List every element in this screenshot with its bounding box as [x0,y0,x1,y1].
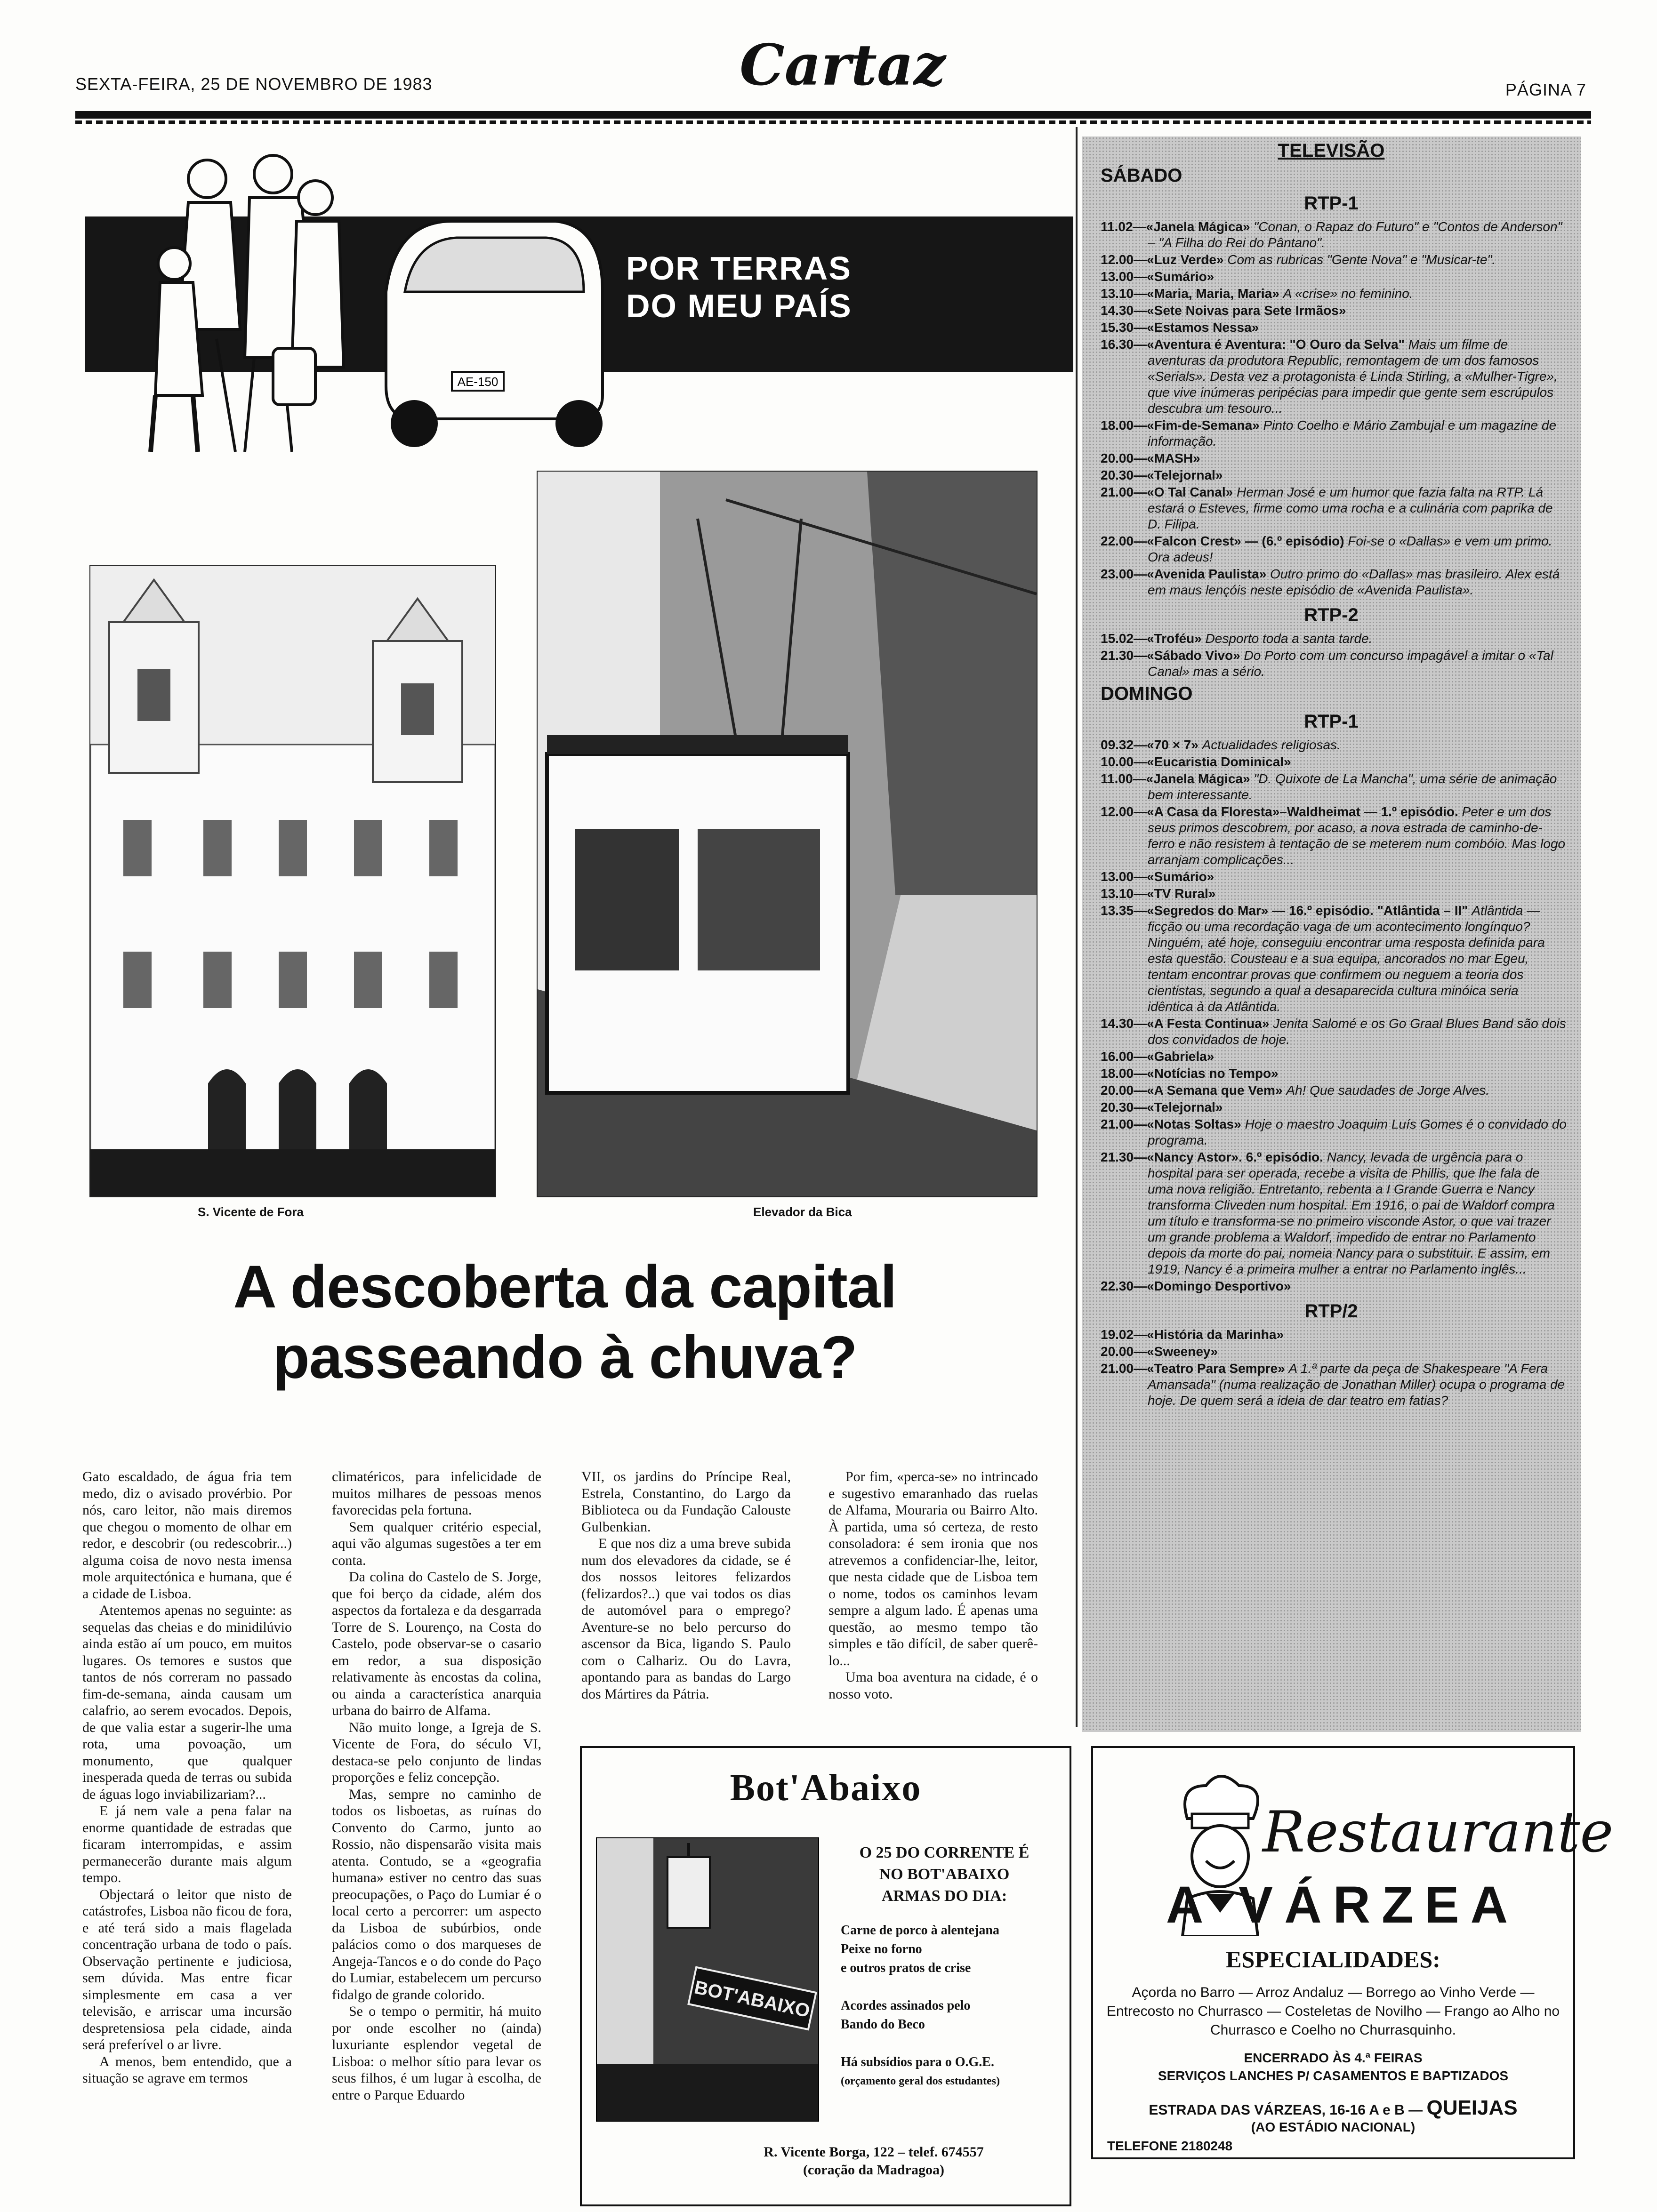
tv-time: 21.00 [1101,485,1134,499]
tv-time: 20.00 [1101,1083,1134,1098]
tv-channel-heading: RTP-1 [1304,193,1359,214]
tv-program-title: «Gabriela» [1147,1049,1215,1064]
tv-time: 20.30 [1101,468,1134,482]
tv-listing: 15.30—«Estamos Nessa» [1101,320,1259,335]
tv-listing: 23.00—«Avenida Paulista» Outro primo do «Dallas» mas brasileiro. Alex está em maus lençóis neste episódio de «Avenida Paulista». [1101,567,1560,597]
tv-program-description: Outro primo do «Dallas» mas brasileiro. Alex está em maus lençóis neste episódio de «Avenida Paulista». [1148,567,1560,597]
tv-program-title: «Aventura é Aventura: "O Ouro da Selva" [1147,337,1405,352]
masthead-logo [725,28,960,108]
article-paragraph: Se o tempo o permitir, há muito por onde escolher no (ainda) luxuriante esplendor vegetal de Lisboa: o melhor sítio para levar os seus filhos, é um lugar à escolha, de entre o Parque Eduardo [332,2004,541,2103]
tv-listing: 11.00—«Janela Mágica» "D. Quixote de La Mancha", uma série de animação bem interessante. [1101,771,1557,802]
tv-listing: 13.10—«Maria, Maria, Maria» A «crise» no feminino. [1101,286,1413,301]
tv-listing: 19.02—«História da Marinha» [1101,1327,1284,1342]
headline-line-1: A descoberta da capital [233,1253,897,1321]
tv-time: 13.10 [1101,886,1134,901]
tv-listing: 20.30—«Telejornal» [1101,1100,1223,1114]
tv-channel-heading: RTP-2 [1304,605,1359,625]
tv-program-description: Atlântida — ficção ou uma recordação vaga de um acontecimento longínquo? Ninguém, até hoje, conseguiu encontrar uma resposta definida para esta questão. Cousteau e a sua equipa, ancorados no mar Egeu, tentam encontrar provas que confirmem ou neguem a teoria dos cientistas, segundo a qual a desaparecida cultura minóica seria idêntica à da Atlântida. [1148,903,1545,1014]
photo-caption-left: S. Vicente de Fora [198,1205,304,1219]
photo-caption-right: Elevador da Bica [753,1205,852,1219]
tv-time: 21.30 [1101,1150,1134,1164]
tv-time: 13.00 [1101,269,1134,284]
ad-line: NO BOT'ABAIXO [879,1866,1010,1883]
banner-line-2: DO MEU PAÍS [626,288,852,324]
tv-time: 22.30 [1101,1279,1134,1293]
ad-line: ARMAS DO DIA: [881,1887,1007,1905]
article-column-4 [828,1468,1038,1702]
tv-listing: 16.00—«Gabriela» [1101,1049,1215,1064]
ad-botabaixo-photo [596,1837,819,2122]
tv-program-description: Pinto Coelho e Mário Zambujal e um magazine de informação. [1148,418,1557,449]
tv-program-title: «Troféu» [1147,631,1202,646]
tv-time: 13.10 [1101,286,1134,301]
tv-time: 11.02 [1101,219,1133,234]
ad-botabaixo [580,1746,1071,2206]
tv-program-title: «O Tal Canal» [1147,485,1233,499]
tv-program-description: Peter e um dos seus primos descobrem, por acaso, a nova estrada de caminho-de-ferro e não resistem à tentação de se meterem num combóio. Mas logo arranjam complicações... [1148,804,1566,867]
tv-program-title: «A Semana que Vem» [1147,1083,1283,1098]
article-paragraph: A menos, bem entendido, que a situação se agrave em termos [82,2053,292,2086]
svg-text:AE-150: AE-150 [457,375,499,389]
ad-address-line: R. Vicente Borga, 122 – telef. 674557 [764,2144,984,2160]
tv-program-description: Do Porto com um concurso impagável a imitar o «Tal Canal» mas a sério. [1148,648,1553,679]
ad-menu-item: Peixe no forno [841,1942,922,1956]
ad-line: O 25 DO CORRENTE É [859,1844,1030,1861]
tv-listings [1082,136,1581,1732]
ad-varzea-street: ESTRADA DAS VÁRZEAS, 16-16 A e B — [1149,2102,1423,2118]
tv-time: 14.30 [1101,303,1134,318]
ad-address-note: (coração da Madragoa) [803,2162,944,2178]
ad-varzea-services: SERVIÇOS LANCHES P/ CASAMENTOS E BAPTIZADOS [1158,2068,1509,2083]
headline-line-2: passeando à chuva? [273,1324,857,1391]
tv-time: 11.00 [1101,771,1133,786]
article-paragraph: VII, os jardins do Príncipe Real, Estrela, Constantino, do Largo da Biblioteca ou da Fundação Calouste Gulbenkian. [581,1469,791,1535]
tv-listing: 18.00—«Fim-de-Semana» Pinto Coelho e Mário Zambujal e um magazine de informação. [1101,418,1557,449]
tv-program-title: «Eucaristia Dominical» [1147,754,1291,769]
tv-listing: 21.00—«Notas Soltas» Hoje o maestro Joaquim Luís Gomes é o convidado do programa. [1101,1117,1567,1147]
tv-program-title: «Sweeney» [1147,1344,1218,1359]
tv-time: 13.00 [1101,869,1134,884]
ad-varzea-specialties-label: ESPECIALIDADES: [1226,1946,1440,1972]
tv-channel-heading: RTP-1 [1304,711,1359,732]
tv-listing: 18.00—«Notícias no Tempo» [1101,1066,1279,1081]
article-paragraph: Uma boa aventura na cidade, é o nosso voto. [828,1669,1038,1702]
top-rule [75,111,1591,119]
tv-listing: 20.30—«Telejornal» [1101,468,1223,482]
tv-program-description: Foi-se o «Dallas» e vem um primo. Ora adeus! [1148,534,1552,564]
tv-listing: 10.00—«Eucaristia Dominical» [1101,754,1291,769]
tram-photo [537,471,1038,1197]
column-divider [1076,127,1078,1727]
tv-program-description: Desporto toda a santa tarde. [1205,631,1373,646]
page-number: PÁGINA 7 [1505,80,1586,99]
article-paragraph: Atentemos apenas no seguinte: as sequelas das cheias e do minidilúvio ainda estão aí um pouco, em muitos lugares. Os temores e sustos que tantos de nós correram no passado fim-de-semana, ainda causam um calafrio, ao serem evocados. Depois, de que valia estar a sugerir-lhe uma rota, uma povoação, um monumento, que qualquer inesperada queda de terras ou subida de águas logo inviabilizariam?... [82,1603,292,1802]
tv-listing: 21.30—«Nancy Astor». 6.º episódio. Nancy, levada de urgência para o hospital para ser operada, recebe a visita de Phillis, que lhe fala de uma nova religião. Entretanto, rebenta a I Grande Guerra e Nancy transforma Cliveden num hospital. Em 1916, o pai de Waldorf compra um título e transforma-se no primeiro visconde Astor, o que vai trazer um grande problema a Waldorf, impedido de entrar no Parlamento depois da morte do pai, nomeia Nancy para o substituir. E assim, em 1919, Nancy é a primeira mulher a entrar no Parlamento inglês... [1101,1150,1555,1276]
tv-listing: 09.32—«70 × 7» Actualidades religiosas. [1101,737,1341,752]
tv-listing: 13.10—«TV Rural» [1101,886,1216,901]
tv-time: 20.00 [1101,1344,1134,1359]
article-paragraph: Por fim, «perca-se» no intrincado e sugestivo emaranhado das ruelas de Alfama, Mouraria ou Bairro Alto. À partida, uma só certeza, de resto consoladora: é sem ironia que nos atrevemos a confidenciar-lhe, leitor, que nesta cidade que de Lisboa tem o nome, todos os caminhos levam sempre a algum lado. É apenas uma questão, ao mesmo tempo tão simples e tão difícil, de saber querê-lo... [828,1469,1038,1668]
tv-time: 09.32 [1101,737,1134,752]
issue-date: SEXTA-FEIRA, 25 DE NOVEMBRO DE 1983 [75,74,433,94]
ad-music: Acordes assinados pelo [841,1998,971,2013]
tv-listing: 21.00—«O Tal Canal» Herman José e um humor que fazia falta na RTP. Lá estará o Esteves, firme como uma rocha e a culinária com paprika de D. Filipa. [1101,485,1553,531]
tv-time: 18.00 [1101,418,1134,433]
ad-varzea-name: A VÁRZEA [1166,1876,1520,1934]
tv-program-title: «Estamos Nessa» [1147,320,1259,335]
tv-time: 21.30 [1101,648,1134,663]
ad-botabaixo-text [831,1842,1057,2091]
tv-program-description: A 1.ª parte da peça de Shakespeare "A Fera Amansada" (numa realização de Jonathan Miller) ocupa o programa de hoje. De quem será a ideia de dar teatro em fatias? [1148,1361,1565,1408]
tv-time: 14.30 [1101,1016,1134,1031]
tv-program-description: A «crise» no feminino. [1283,286,1413,301]
article-paragraph: Objectará o leitor que nisto de catástrofes, Lisboa não ficou de fora, e até terá sido a mais flagelada concentração urbana de todo o país. Observação pertinente e judiciosa, sem dúvida. Mas entre ficar simplesmente em casa a ver televisão, e arriscar uma incursão despretensiosa pela cidade, ainda será preferível o ar livre. [82,1886,292,2052]
article-column-1 [82,1468,292,2087]
ad-botabaixo-address [690,2143,1057,2179]
article-paragraph: E já nem vale a pena falar na enorme quantidade de estradas que ficaram interrompidas, e assim permanecerão durante mais algum tempo. [82,1803,292,1885]
ad-menu-item: Carne de porco à alentejana [841,1923,999,1938]
tv-program-title: «A Festa Continua» [1147,1016,1270,1031]
tv-program-title: «Teatro Para Sempre» [1147,1361,1285,1376]
article-paragraph: Sem qualquer critério especial, aqui vão algumas sugestões a ter em conta. [332,1519,541,1568]
tv-program-title: «Telejornal» [1147,1100,1223,1114]
tv-time: 23.00 [1101,567,1134,581]
tv-program-description: Mais um filme de aventuras da produtora Republic, remontagem de um dos famosos «Serials». Desta vez a protagonista é Linda Stirling, a «Mulher-Tigre», que vive inúmeras peripécias para impedir que gente sem escrúpulos descubra um tesouro... [1148,337,1558,416]
tv-listing: 12.00—«Luz Verde» Com as rubricas "Gente Nova" e "Musicar-te". [1101,252,1496,267]
tv-listing: 13.00—«Sumário» [1101,869,1215,884]
tv-program-description: Actualidades religiosas. [1202,737,1341,752]
tv-program-description: Ah! Que saudades de Jorge Alves. [1286,1083,1489,1098]
tv-program-description: Com as rubricas "Gente Nova" e "Musicar-te". [1227,252,1496,267]
tv-program-title: «Fim-de-Semana» [1147,418,1260,433]
family-car-illustration [94,151,626,461]
church-photo [89,565,496,1197]
tv-listing: 21.30—«Sábado Vivo» Do Porto com um concurso impagável a imitar o «Tal Canal» mas a sério. [1101,648,1553,679]
tv-listing: 22.30—«Domingo Desportivo» [1101,1279,1291,1293]
article-paragraph: Mas, sempre no caminho de todos os lisboetas, as ruínas do Convento do Carmo, junto ao Rossio, não dispensarão visita mais atenta. Contudo, se a «geografia humana» estiver no centro das suas preocupações, o Paço do Lumiar é o local certo a percorrer: um aspecto da Lisboa de subúrbios, onde palácios como o dos marqueses de Angeja-Tancos e o do conde do Paço do Lumiar, estabelecem um percurso fidalgo de grande colorido. [332,1786,541,2003]
ad-subsidy-note: (orçamento geral dos estudantes) [841,2075,1000,2087]
tv-program-description: Nancy, levada de urgência para o hospital para ser operada, recebe a visita de Phillis, que lhe fala de uma nova religião. Entretanto, rebenta a I Grande Guerra e Nancy transforma Cliveden num hospital. Em 1916, o pai de Waldorf compra um título e transforma-se no primeiro visconde Astor, o que vai trazer um grande problema a Waldorf, impedido de entrar no Parlamento depois da morte do pai, nomeia Nancy para o substituir. E assim, em 1919, Nancy é a primeira mulher a entrar no Parlamento inglês... [1148,1150,1555,1276]
tv-program-title: «Notas Soltas» [1147,1117,1241,1131]
article-paragraph: Gato escaldado, de água fria tem medo, diz o avisado provérbio. Por nós, caro leitor, não mais diremos que chegou o momento de olhar em redor, e descobrir (ou redescobrir...) alguma coisa de novo nesta imensa mole arquitectónica e humana, que é a cidade de Lisboa. [82,1469,292,1602]
tv-program-title: «Sumário» [1147,869,1215,884]
ad-music: Bando do Beco [841,2017,925,2032]
tv-listing: 13.00—«Sumário» [1101,269,1215,284]
tv-time: 18.00 [1101,1066,1134,1081]
tv-listing: 15.02—«Troféu» Desporto toda a santa tarde. [1101,631,1373,646]
tv-program-title: «Telejornal» [1147,468,1223,482]
tv-program-description: Jenita Salomé e os Go Graal Blues Band são dois dos convidados de hoje. [1148,1016,1566,1047]
ad-varzea-dishes: Açorda no Barro — Arroz Andaluz — Borrego ao Vinho Verde — Entrecosto no Churrasco — Costeletas de Novilho — Frango ao Alho no Churrasco e Coelho no Churrasquinho. [1106,1985,1560,2038]
tv-program-title: «A Casa da Floresta»–Waldheimat — 1.º episódio. [1147,804,1458,819]
article-paragraph: Não muito longe, a Igreja de S. Vicente de Fora, do século VI, destaca-se pelo conjunto de lindas proporções e feliz concepção. [332,1719,541,1785]
tv-time: 10.00 [1101,754,1134,769]
tv-program-title: «História da Marinha» [1147,1327,1284,1342]
tv-program-title: «Avenida Paulista» [1147,567,1267,581]
ad-menu-item: e outros pratos de crise [841,1961,971,1975]
tv-listing: 20.00—«A Semana que Vem» Ah! Que saudades de Jorge Alves. [1101,1083,1489,1098]
tv-time: 16.30 [1101,337,1134,352]
tv-listing: 21.00—«Teatro Para Sempre» A 1.ª parte da peça de Shakespeare "A Fera Amansada" (numa realização de Jonathan Miller) ocupa o programa de hoje. De quem será a ideia de dar teatro em fatias? [1101,1361,1565,1408]
svg-text:BOT'ABAIXO: BOT'ABAIXO [692,1977,812,2022]
ad-varzea-town: QUEIJAS [1426,2096,1518,2119]
tv-time: 19.02 [1101,1327,1134,1342]
tv-time: 20.30 [1101,1100,1134,1114]
tv-time: 15.02 [1101,631,1134,646]
tv-time: 15.30 [1101,320,1134,335]
article-paragraph: Da colina do Castelo de S. Jorge, que foi berço da cidade, além dos aspectos da fortaleza e da desgarrada Torre de S. Lourenço, na Costa do Castelo, pode observar-se o casario em redor, a sua disposição relativamente às encostas da colina, ou ainda a característica anarquia urbana do bairro de Alfama. [332,1569,541,1718]
tv-time: 12.00 [1101,804,1134,819]
article-column-3 [581,1468,791,1702]
tv-program-title: «Domingo Desportivo» [1147,1279,1291,1293]
ad-varzea-hours [1093,2049,1573,2085]
tv-program-title: «Nancy Astor». 6.º episódio. [1147,1150,1323,1164]
ad-varzea-phone: TELEFONE 2180248 [1107,2139,1233,2153]
tv-program-title: «Janela Mágica» [1146,219,1250,234]
tv-listing: 22.00—«Falcon Crest» — (6.º episódio) Foi-se o «Dallas» e vem um primo. Ora adeus! [1101,534,1552,564]
ad-varzea-stadium: (AO ESTÁDIO NACIONAL) [1251,2120,1416,2134]
banner-line-1: POR TERRAS [626,250,852,287]
tv-program-title: «MASH» [1147,451,1200,465]
tv-day-heading: DOMINGO [1101,683,1193,704]
section-banner [626,249,852,325]
tv-listing: 16.30—«Aventura é Aventura: "O Ouro da Selva" Mais um filme de aventuras da produtora Republic, remontagem de um dos famosos «Serials». Desta vez a protagonista é Linda Stirling, a «Mulher-Tigre», que vive inúmeras peripécias para impedir que gente sem escrúpulos descubra um tesouro... [1101,337,1558,416]
tv-program-title: «Luz Verde» [1147,252,1224,267]
tv-program-title: «Sete Noivas para Sete Irmãos» [1147,303,1346,318]
tv-listing: 20.00—«MASH» [1101,451,1200,465]
tv-time: 12.00 [1101,252,1134,267]
tv-section-title: TELEVISÃO [1278,140,1385,161]
tv-program-title: «Sumário» [1147,269,1215,284]
tv-program-title: «Notícias no Tempo» [1147,1066,1279,1081]
tv-program-title: «Maria, Maria, Maria» [1147,286,1279,301]
ad-varzea-script: Restaurante [1263,1800,1614,1865]
tv-program-description: Herman José e um humor que fazia falta na RTP. Lá estará o Esteves, firme como uma rocha e a culinária com paprika de D. Filipa. [1148,485,1553,531]
tv-listing: 14.30—«A Festa Continua» Jenita Salomé e os Go Graal Blues Band são dois dos convidados de hoje. [1101,1016,1566,1047]
masthead-text: Cartaz [740,32,946,98]
article-column-2 [332,1468,541,2103]
tv-program-description: "D. Quixote de La Mancha", uma série de animação bem interessante. [1148,771,1557,802]
article-paragraph: E que nos diz a uma breve subida num dos elevadores da cidade, se é dos nossos leitores felizardos (felizardos?..) que vai todos os dias de automóvel para o emprego? Aventure-se no belo percurso do ascensor da Bica, ligando S. Paulo com o Calhariz. Ou do Lavra, apontando para as bandas do Largo dos Mártires da Pátria. [581,1536,791,1702]
tv-time: 20.00 [1101,451,1134,465]
tv-listing: 11.02—«Janela Mágica» "Conan, o Rapaz do Futuro" e "Contos de Anderson" – "A Filha do Rei do Pântano". [1101,219,1562,250]
tv-day-heading: SÁBADO [1101,165,1182,186]
ad-varzea-closed: ENCERRADO ÀS 4.ª FEIRAS [1244,2051,1423,2065]
tv-time: 13.35 [1101,903,1134,918]
tv-program-description: Hoje o maestro Joaquim Luís Gomes é o convidado do programa. [1148,1117,1567,1147]
ad-subsidy: Há subsídios para o O.G.E. [841,2055,994,2069]
tv-channel-heading: RTP/2 [1304,1301,1358,1322]
tv-listing: 20.00—«Sweeney» [1101,1344,1218,1359]
tv-program-title: «Segredos do Mar» — 16.º episódio. "Atlântida – II" [1147,903,1468,918]
ad-varzea-address [1098,2096,1569,2120]
tv-program-title: «Sábado Vivo» [1147,648,1240,663]
ad-botabaixo-title: Bot'Abaixo [730,1767,922,1809]
tv-listing: 12.00—«A Casa da Floresta»–Waldheimat — 1.º episódio. Peter e um dos seus primos descobrem, por acaso, a nova estrada de caminho-de-ferro e não resistem à tentação de se meterem num combóio. Mas logo arranjam complicações... [1101,804,1566,867]
tv-time: 22.00 [1101,534,1134,548]
ad-varzea [1091,1746,1614,2159]
tv-listing: 13.35—«Segredos do Mar» — 16.º episódio. "Atlântida – II" Atlântida — ficção ou uma recordação vaga de um acontecimento longínquo? Ninguém, até hoje, conseguiu encontrar uma resposta definida para esta questão. Cousteau e a sua equipa, ancorados no mar Egeu, tentam encontrar provas que confirmem ou neguem a teoria dos cientistas, segundo a qual a desaparecida cultura minóica seria idêntica à da Atlântida. [1101,903,1545,1014]
tv-time: 21.00 [1101,1361,1134,1376]
tv-program-title: «Janela Mágica» [1146,771,1250,786]
article-paragraph: climatéricos, para infelicidade de muitos milhares de pessoas menos favorecidas pela fortuna. [332,1469,541,1518]
tv-program-description: "Conan, o Rapaz do Futuro" e "Contos de Anderson" – "A Filha do Rei do Pântano". [1148,219,1562,250]
article-headline [141,1252,989,1393]
tv-listing: 14.30—«Sete Noivas para Sete Irmãos» [1101,303,1346,318]
top-rule-dashed [75,120,1591,124]
tv-program-title: «70 × 7» [1147,737,1199,752]
tv-program-title: «TV Rural» [1147,886,1216,901]
tv-time: 21.00 [1101,1117,1134,1131]
tv-time: 16.00 [1101,1049,1134,1064]
tv-program-title: «Falcon Crest» — (6.º episódio) [1147,534,1344,548]
